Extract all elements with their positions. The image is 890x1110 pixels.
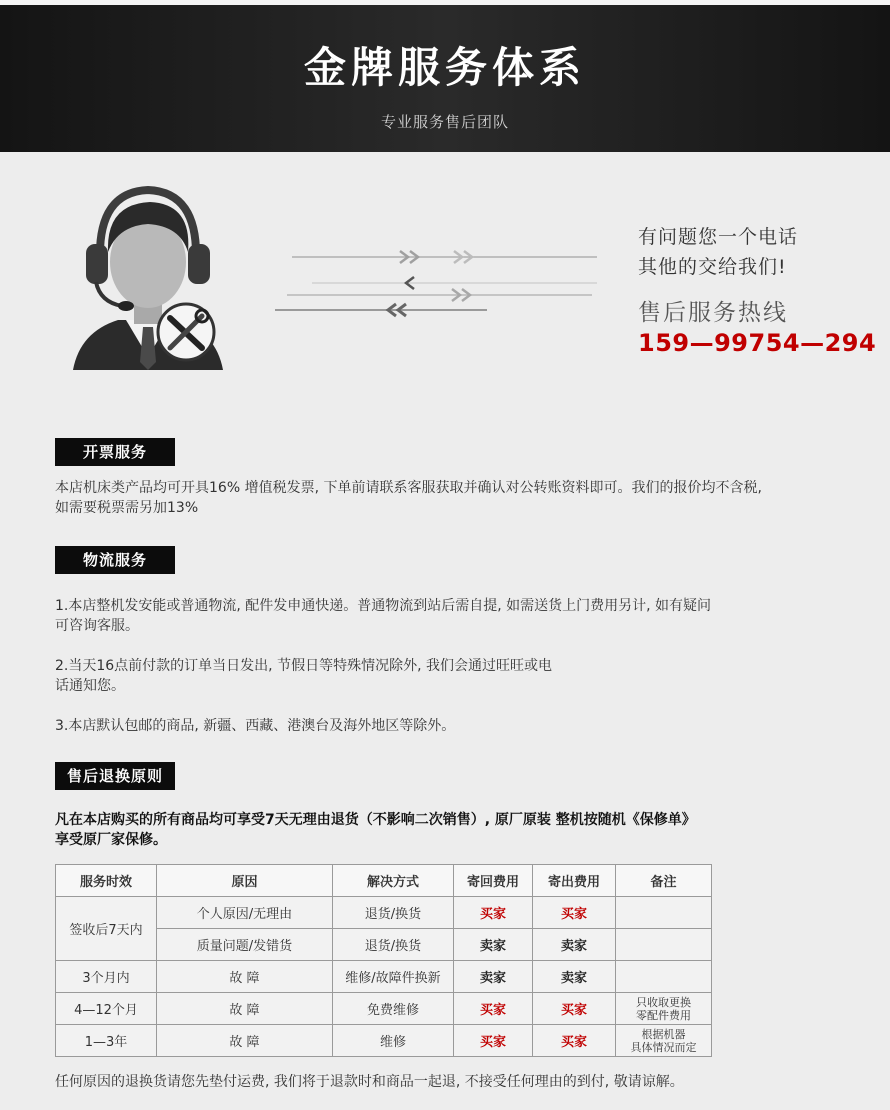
table-row [56, 993, 712, 1025]
table-cell-reason: 故 障 [157, 961, 333, 993]
table-cell-period: 3个月内 [56, 961, 157, 993]
table-cell-solution: 维修/故障件换新 [333, 961, 454, 993]
table-cell-solution: 免费维修 [333, 993, 454, 1025]
section-title-invoice: 开票服务 [55, 438, 175, 466]
table-header: 寄回费用 [454, 865, 533, 897]
logistics-item-3: 3.本店默认包邮的商品, 新疆、西藏、港澳台及海外地区等除外。 [55, 718, 456, 734]
table-cell-return-fee: 买家 [454, 1025, 533, 1057]
table-cell-reason: 质量问题/发错货 [157, 929, 333, 961]
footer-note: 任何原因的退换货请您先垫付运费, 我们将于退款时和商品一起退, 不接受任何理由的到付, 敬请谅解。 [55, 1074, 684, 1090]
table-cell-solution: 退货/换货 [333, 897, 454, 929]
logistics-item-2 [55, 656, 865, 696]
table-header: 解决方式 [333, 865, 454, 897]
table-cell-return-fee: 买家 [454, 897, 533, 929]
table-cell-note [616, 1025, 712, 1057]
hotline-block [638, 222, 878, 357]
header-banner [0, 0, 890, 152]
table-header: 备注 [616, 865, 712, 897]
table-cell-note [616, 961, 712, 993]
invoice-text-line1: 本店机床类产品均可开具16% 增值税发票, 下单前请联系客服获取并确认对公转账资料即可。我们的报价均不含税, [55, 480, 762, 496]
logistics-item-2-line2: 话通知您。 [55, 678, 125, 694]
table-row [56, 1025, 712, 1057]
note-line2: 零配件费用 [636, 1008, 691, 1022]
table-cell-solution: 维修 [333, 1025, 454, 1057]
table-header: 寄出费用 [533, 865, 616, 897]
table-cell-reason: 故 障 [157, 1025, 333, 1057]
hotline-label: 售后服务热线 [638, 300, 788, 326]
table-cell-period: 1—3年 [56, 1025, 157, 1057]
table-cell-period: 签收后7天内 [56, 897, 157, 961]
table-cell-reason: 个人原因/无理由 [157, 897, 333, 929]
hotline-phone[interactable]: 159—99754—294 [638, 329, 877, 357]
hotline-line1: 有问题您一个电话 [638, 226, 799, 248]
table-cell-send-fee: 买家 [533, 993, 616, 1025]
table-row [56, 897, 712, 929]
logistics-item-2-line1: 2.当天16点前付款的订单当日发出, 节假日等特殊情况除外, 我们会通过旺旺或电 [55, 658, 552, 674]
table-cell-reason: 故 障 [157, 993, 333, 1025]
table-cell-period: 4—12个月 [56, 993, 157, 1025]
table-cell-solution: 退货/换货 [333, 929, 454, 961]
table-cell-note [616, 929, 712, 961]
table-cell-send-fee: 卖家 [533, 961, 616, 993]
note-line2: 具体情况而定 [630, 1040, 697, 1054]
table-cell-note [616, 897, 712, 929]
returns-intro-line2: 享受原厂家保修。 [55, 832, 167, 848]
table-header-row [56, 865, 712, 897]
service-table [55, 864, 712, 1057]
table-cell-return-fee: 卖家 [454, 929, 533, 961]
table-cell-send-fee: 买家 [533, 897, 616, 929]
support-agent-icon [68, 182, 228, 382]
table-cell-return-fee: 买家 [454, 993, 533, 1025]
decorative-arrow-lines [272, 240, 602, 330]
hotline-line2: 其他的交给我们! [638, 256, 787, 278]
table-header: 服务时效 [56, 865, 157, 897]
invoice-text [55, 478, 865, 518]
table-cell-send-fee: 卖家 [533, 929, 616, 961]
returns-intro [55, 810, 865, 850]
logistics-item-1-line2: 可咨询客服。 [55, 618, 139, 634]
table-row [56, 961, 712, 993]
section-title-logistics: 物流服务 [55, 546, 175, 574]
returns-intro-line1: 凡在本店购买的所有商品均可享受7天无理由退货（不影响二次销售）, 原厂原装 整机按随机《保修单》 [55, 812, 696, 828]
table-cell-note [616, 993, 712, 1025]
table-cell-return-fee: 卖家 [454, 961, 533, 993]
note-line1: 只收取更换 [636, 995, 691, 1009]
note-line1: 根据机器 [641, 1027, 686, 1041]
logistics-item-1 [55, 596, 865, 636]
page-title: 金牌服务体系 [303, 43, 586, 92]
logistics-item-1-line1: 1.本店整机发安能或普通物流, 配件发申通快递。普通物流到站后需自提, 如需送货上门费用另计, 如有疑问 [55, 598, 712, 614]
table-cell-send-fee: 买家 [533, 1025, 616, 1057]
invoice-text-line2: 如需要税票需另加13% [55, 500, 199, 516]
table-header: 原因 [157, 865, 333, 897]
page-subtitle: 专业服务售后团队 [380, 113, 509, 131]
section-title-returns: 售后退换原则 [55, 762, 175, 790]
